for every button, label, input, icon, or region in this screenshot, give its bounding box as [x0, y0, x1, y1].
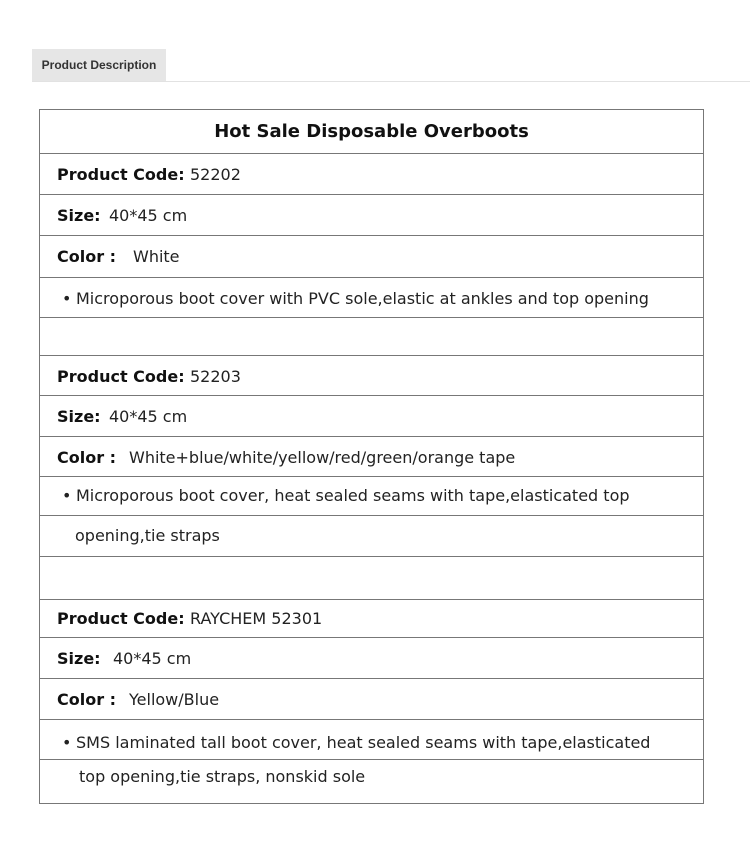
product-code-row	[40, 599, 703, 637]
tab-bar	[32, 49, 750, 82]
table-title: Hot Sale Disposable Overboots	[214, 121, 529, 142]
color-value: Yellow/Blue	[129, 690, 220, 709]
product-code-label: Product Code:	[57, 367, 185, 386]
color-row	[40, 436, 703, 476]
description-row	[40, 277, 703, 317]
color-value: White	[133, 247, 180, 266]
size-row	[40, 194, 703, 235]
description-text-continued: opening,tie straps	[75, 526, 220, 545]
size-label: Size:	[57, 649, 101, 668]
tab-product-description[interactable]: Product Description	[32, 49, 166, 81]
description-text: SMS laminated tall boot cover, heat sealed seams with tape,elasticated	[76, 733, 651, 752]
product-code-value: 52202	[190, 165, 241, 184]
description-continuation-row	[40, 759, 703, 803]
description-text-continued: top opening,tie straps, nonskid sole	[79, 767, 366, 786]
size-value: 40*45 cm	[109, 206, 188, 225]
product-code-label: Product Code:	[57, 609, 185, 628]
size-value: 40*45 cm	[113, 649, 192, 668]
spacer-row	[40, 317, 703, 355]
spacer-row	[40, 556, 703, 599]
bullet-icon: •	[62, 486, 72, 505]
bullet-icon: •	[62, 289, 72, 308]
description-text: Microporous boot cover, heat sealed seams with tape,elasticated top	[76, 486, 630, 505]
size-label: Size:	[57, 206, 101, 225]
color-value: White+blue/white/yellow/red/green/orange tape	[129, 448, 516, 467]
color-label: Color :	[57, 247, 117, 266]
description-row	[40, 476, 703, 515]
description-text: Microporous boot cover with PVC sole,elastic at ankles and top opening	[76, 289, 649, 308]
size-value: 40*45 cm	[109, 407, 188, 426]
product-spec-table	[39, 109, 704, 804]
size-row	[40, 637, 703, 678]
description-row	[40, 719, 703, 759]
product-code-value: RAYCHEM 52301	[190, 609, 323, 628]
color-row	[40, 235, 703, 277]
description-continuation-row	[40, 515, 703, 556]
color-row	[40, 678, 703, 719]
product-code-row	[40, 355, 703, 395]
size-label: Size:	[57, 407, 101, 426]
product-code-value: 52203	[190, 367, 241, 386]
color-label: Color :	[57, 448, 117, 467]
size-row	[40, 395, 703, 436]
table-title-row	[40, 110, 703, 153]
bullet-icon: •	[62, 733, 72, 752]
product-code-row	[40, 153, 703, 194]
color-label: Color :	[57, 690, 117, 709]
product-code-label: Product Code:	[57, 165, 185, 184]
